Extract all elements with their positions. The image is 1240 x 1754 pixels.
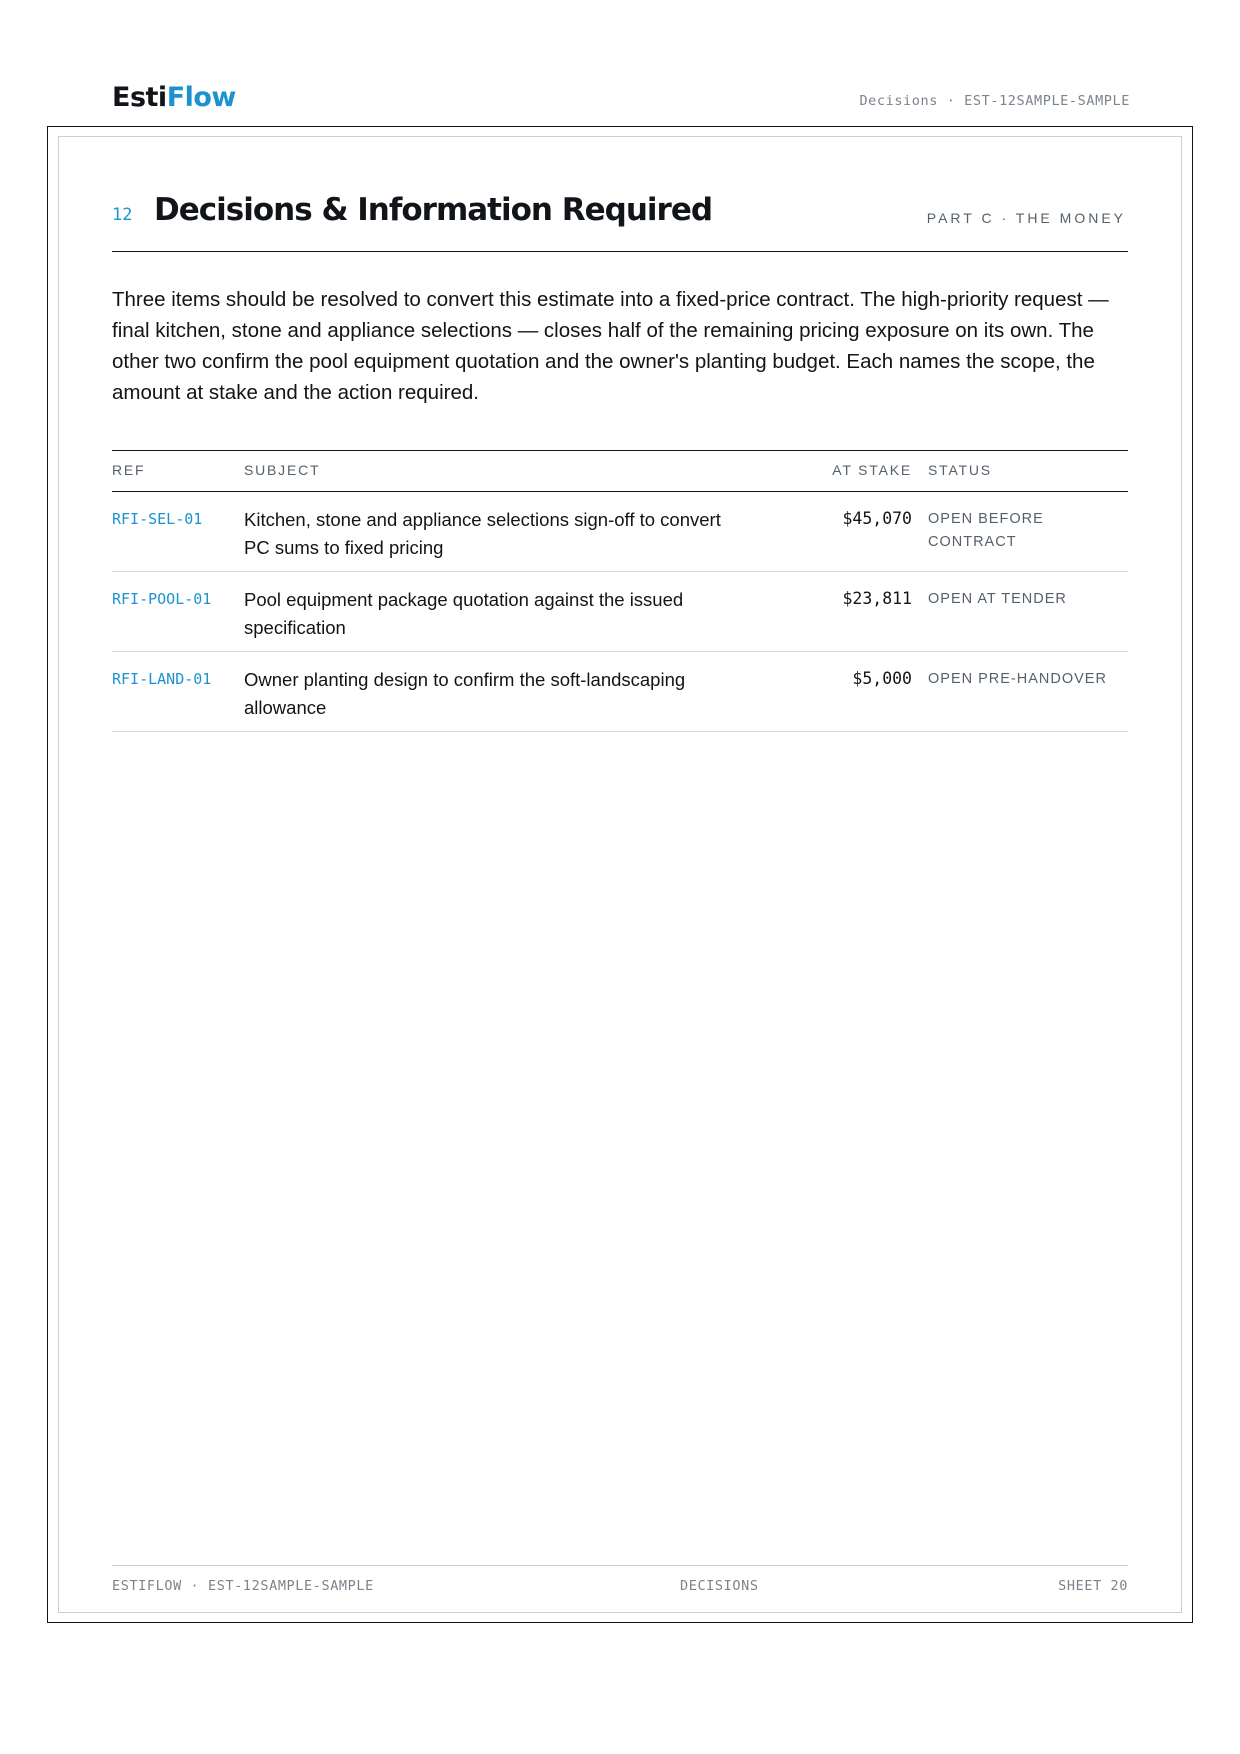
table-row — [112, 572, 1128, 652]
section-title: Decisions & Information Required — [154, 192, 713, 228]
rfi-status: OPEN AT TENDER — [928, 591, 1067, 607]
rfi-subject: Kitchen, stone and appliance selections sign-off to convert PC sums to fixed pricing — [244, 509, 721, 558]
rfi-ref: RFI-LAND-01 — [112, 670, 212, 688]
rfi-amount-at-stake: $5,000 — [852, 669, 912, 688]
column-header-ref: REF — [112, 462, 146, 478]
column-header-at-stake: AT STAKE — [832, 462, 912, 478]
rfi-subject: Owner planting design to confirm the soft-landscaping allowance — [244, 669, 686, 718]
column-header-status: STATUS — [928, 462, 992, 478]
footer-divider — [112, 1565, 1128, 1566]
footer-section-name: DECISIONS — [680, 1578, 759, 1594]
table-row — [112, 652, 1128, 732]
section-divider — [112, 251, 1128, 252]
rfi-status: OPEN PRE-HANDOVER — [928, 671, 1107, 687]
rfi-ref: RFI-POOL-01 — [112, 590, 212, 608]
rfi-subject: Pool equipment package quotation against the issued specification — [244, 589, 684, 638]
rfi-amount-at-stake: $23,811 — [842, 589, 912, 608]
section-part-label: PART C · THE MONEY — [926, 210, 1126, 226]
footer-document-ref: ESTIFLOW · EST-12SAMPLE-SAMPLE — [112, 1578, 374, 1594]
section-number: 12 — [112, 205, 133, 225]
column-header-subject: SUBJECT — [244, 462, 321, 478]
table-row — [112, 492, 1128, 572]
rfi-ref: RFI-SEL-01 — [112, 510, 203, 528]
rfi-status: OPEN BEFORE CONTRACT — [928, 511, 1044, 550]
rfi-table — [112, 450, 1128, 732]
footer-sheet-number: SHEET 20 — [1058, 1578, 1128, 1594]
brand-logo — [112, 84, 236, 111]
intro-paragraph: Three items should be resolved to convert this estimate into a fixed-price contract. The high-priority request — final kitchen, stone and appliance selections — closes half of the remaining pricing exposure on its own. The other two confirm the pool equipment quotation and the owner's planting budget. Each names the scope, the amount at stake and the action required. — [112, 288, 1109, 404]
logo-text-esti: Esti — [112, 82, 167, 113]
logo-text-flow: Flow — [166, 82, 236, 113]
rfi-table-header — [112, 450, 1128, 492]
header-document-ref: Decisions · EST-12SAMPLE-SAMPLE — [859, 93, 1130, 109]
rfi-amount-at-stake: $45,070 — [842, 509, 912, 528]
